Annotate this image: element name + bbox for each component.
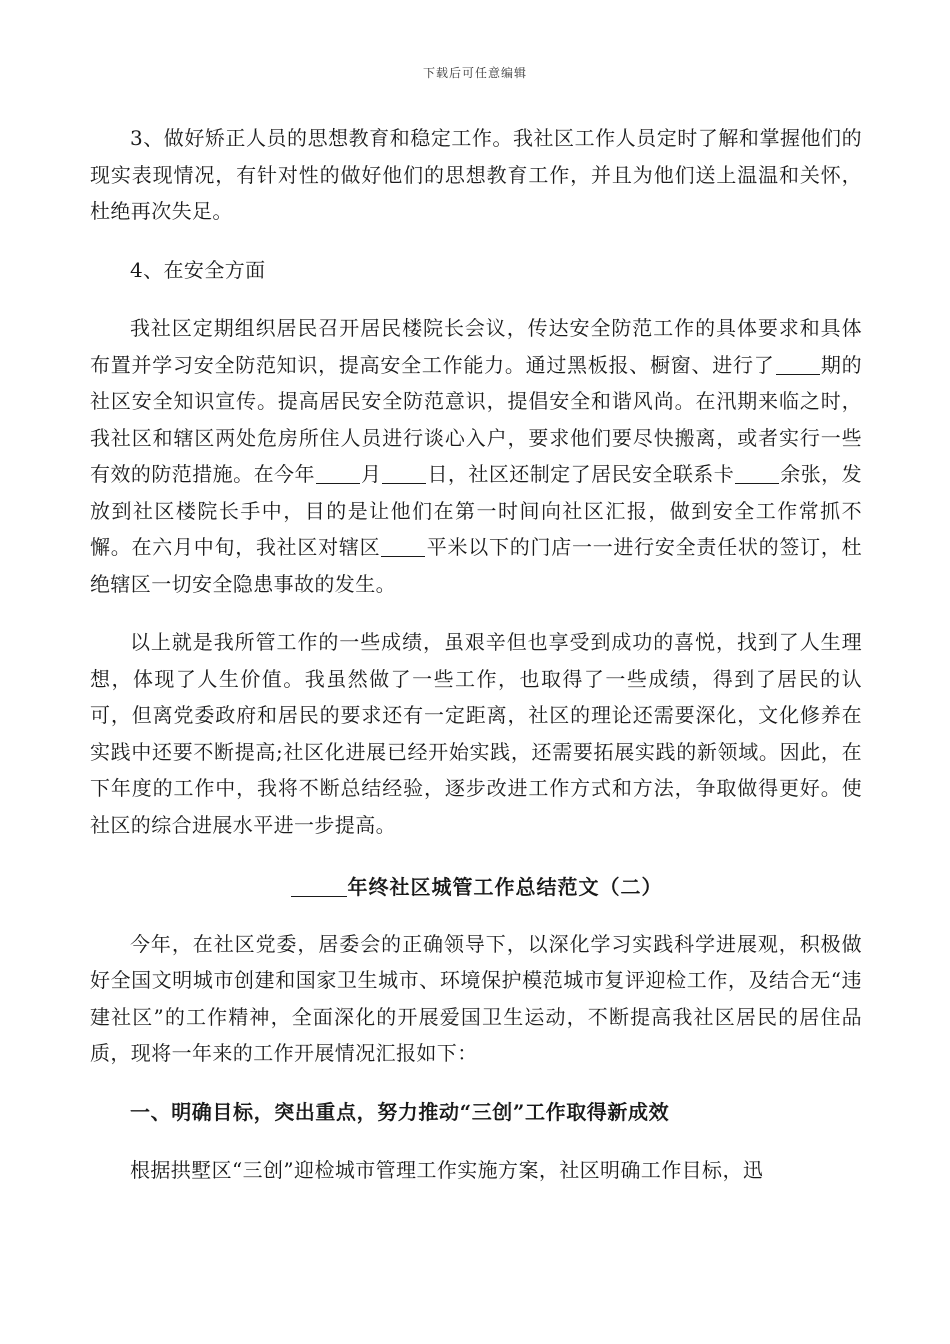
paragraph-introduction: 今年，在社区党委，居委会的正确领导下，以深化学习实践科学进展观，积极做好全国文明城市创建和国家卫生城市、环境保护模范城市复评迎检工作，及结合无“违建社区”的工作精神，全面深化的开展爱国卫生运动，不断提高我社区居民的居住品质，现将一年来的工作开展情况汇报如下： [90,931,862,1065]
section-title [90,869,862,906]
blank-line [381,536,425,557]
text-segment: 平米以下的门店一一进行安全责任状的签订，杜绝辖区一切安全隐患事故的发生。 [90,535,862,596]
blank-line [291,876,347,897]
page-header: 下载后可任意编辑 [422,66,527,80]
blank-line [382,463,426,484]
section-heading: 一、明确目标，突出重点，努力推动“三创”工作取得新成效 [130,1099,670,1124]
paragraph-corrections-education: 3、做好矫正人员的思想教育和稳定工作。我社区工作人员定时了解和掌握他们的现实表现情况，有针对性的做好他们的思想教育工作，并且为他们送上温温和关怀，杜绝再次失足。 [90,126,862,223]
text-segment: 月 [360,462,382,486]
document-body [90,120,862,1211]
paragraph-safety-heading: 4、在安全方面 [130,257,266,282]
text-segment: 余张，发放到社区楼院长手中，目的是让他们在第一时间向社区汇报，做到安全工作常抓不懈。在六月中旬，我社区对辖区 [90,462,862,559]
blank-line [735,463,779,484]
text-segment: 期的社区安全知识宣传。提高居民安全防范意识，提倡安全和谐风尚。在汛期来临之时，我社区和辖区两处危房所住人员进行谈心入户，要求他们要尽快搬离，或者实行一些有效的防范措施。在今年 [90,352,862,486]
paragraph-summary: 以上就是我所管工作的一些成绩，虽艰辛但也享受到成功的喜悦，找到了人生理想，体现了人生价值。我虽然做了一些工作，也取得了一些成绩，得到了居民的认可，但离党委政府和居民的要求还有一定距离，社区的理论还需要深化，文化修养在实践中还要不断提高;社区化进展已经开始实践，还需要拓展实践的新领域。因此，在下年度的工作中，我将不断总结经验，逐步改进工作方式和方法，争取做得更好。使社区的综合进展水平进一步提高。 [90,630,862,837]
text-segment: 我社区定期组织居民召开居民楼院长会议，传达安全防范工作的具体要求和具体布置并学习安全防范知识，提高安全工作能力。通过黑板报、橱窗、进行了 [90,316,862,377]
text-segment: 日，社区还制定了居民安全联系卡 [427,462,735,486]
blank-line [316,463,360,484]
paragraph-safety-details [90,310,862,602]
section-title-text: 年终社区城管工作总结范文（二） [347,875,663,899]
blank-line [776,354,820,375]
paragraph-plan: 根据拱墅区“三创”迎检城市管理工作实施方案，社区明确工作目标，迅 [130,1158,764,1182]
